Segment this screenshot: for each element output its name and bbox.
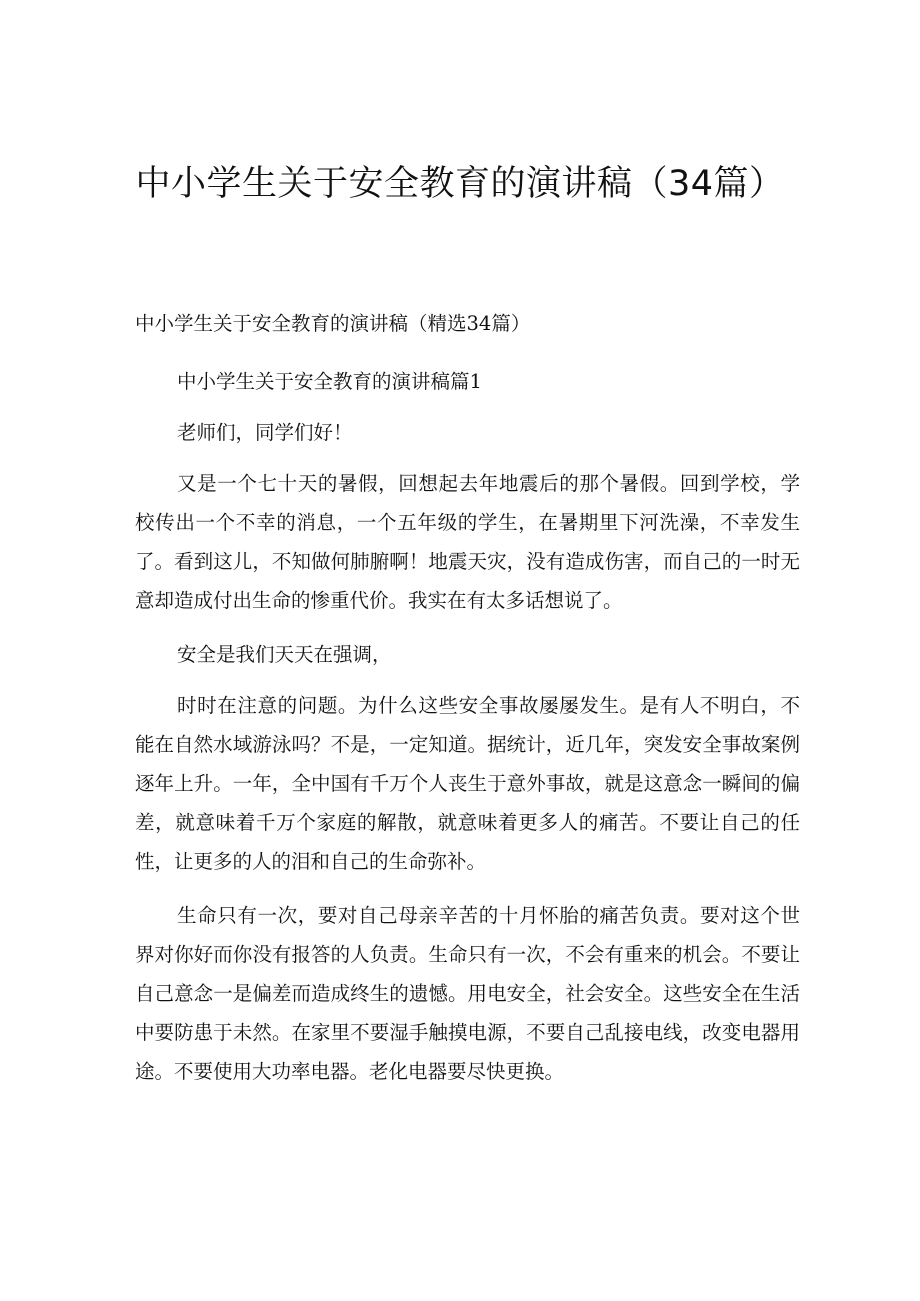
document-body	[135, 306, 800, 1106]
greeting-paragraph: 老师们，同学们好！	[177, 421, 353, 444]
section-heading: 中小学生关于安全教育的演讲稿篇1	[177, 370, 482, 393]
document-subtitle: 中小学生关于安全教育的演讲稿（精选34篇）	[135, 312, 531, 335]
document-title: 中小学生关于安全教育的演讲稿（34篇）	[135, 164, 785, 204]
body-paragraph: 生命只有一次，要对自己母亲辛苦的十月怀胎的痛苦负责。要对这个世界对你好而你没有报答的人负责。生命只有一次，不会有重来的机会。不要让自己意念一是偏差而造成终生的遗憾。用电安全，社会安全。这些安全在生活中要防患于未然。在家里不要湿手触摸电源，不要自己乱接电线，改变电器用途。不要使用大功率电器。老化电器要尽快更换。	[135, 904, 800, 1083]
body-paragraph: 安全是我们天天在强调，	[177, 643, 392, 666]
body-paragraph: 时时在注意的问题。为什么这些安全事故屡屡发生。是有人不明白，不能在自然水域游泳吗？不是，一定知道。据统计，近几年，突发安全事故案例逐年上升。一年，全中国有千万个人丧生于意外事故，就是这意念一瞬间的偏差，就意味着千万个家庭的解散，就意味着更多人的痛苦。不要让自己的任性，让更多的人的泪和自己的生命弥补。	[135, 694, 800, 873]
body-paragraph: 又是一个七十天的暑假，回想起去年地震后的那个暑假。回到学校，学校传出一个不幸的消息，一个五年级的学生，在暑期里下河洗澡，不幸发生了。看到这儿，不知做何肺腑啊！地震天灾，没有造成伤害，而自己的一时无意却造成付出生命的惨重代价。我实在有太多话想说了。	[135, 472, 800, 612]
